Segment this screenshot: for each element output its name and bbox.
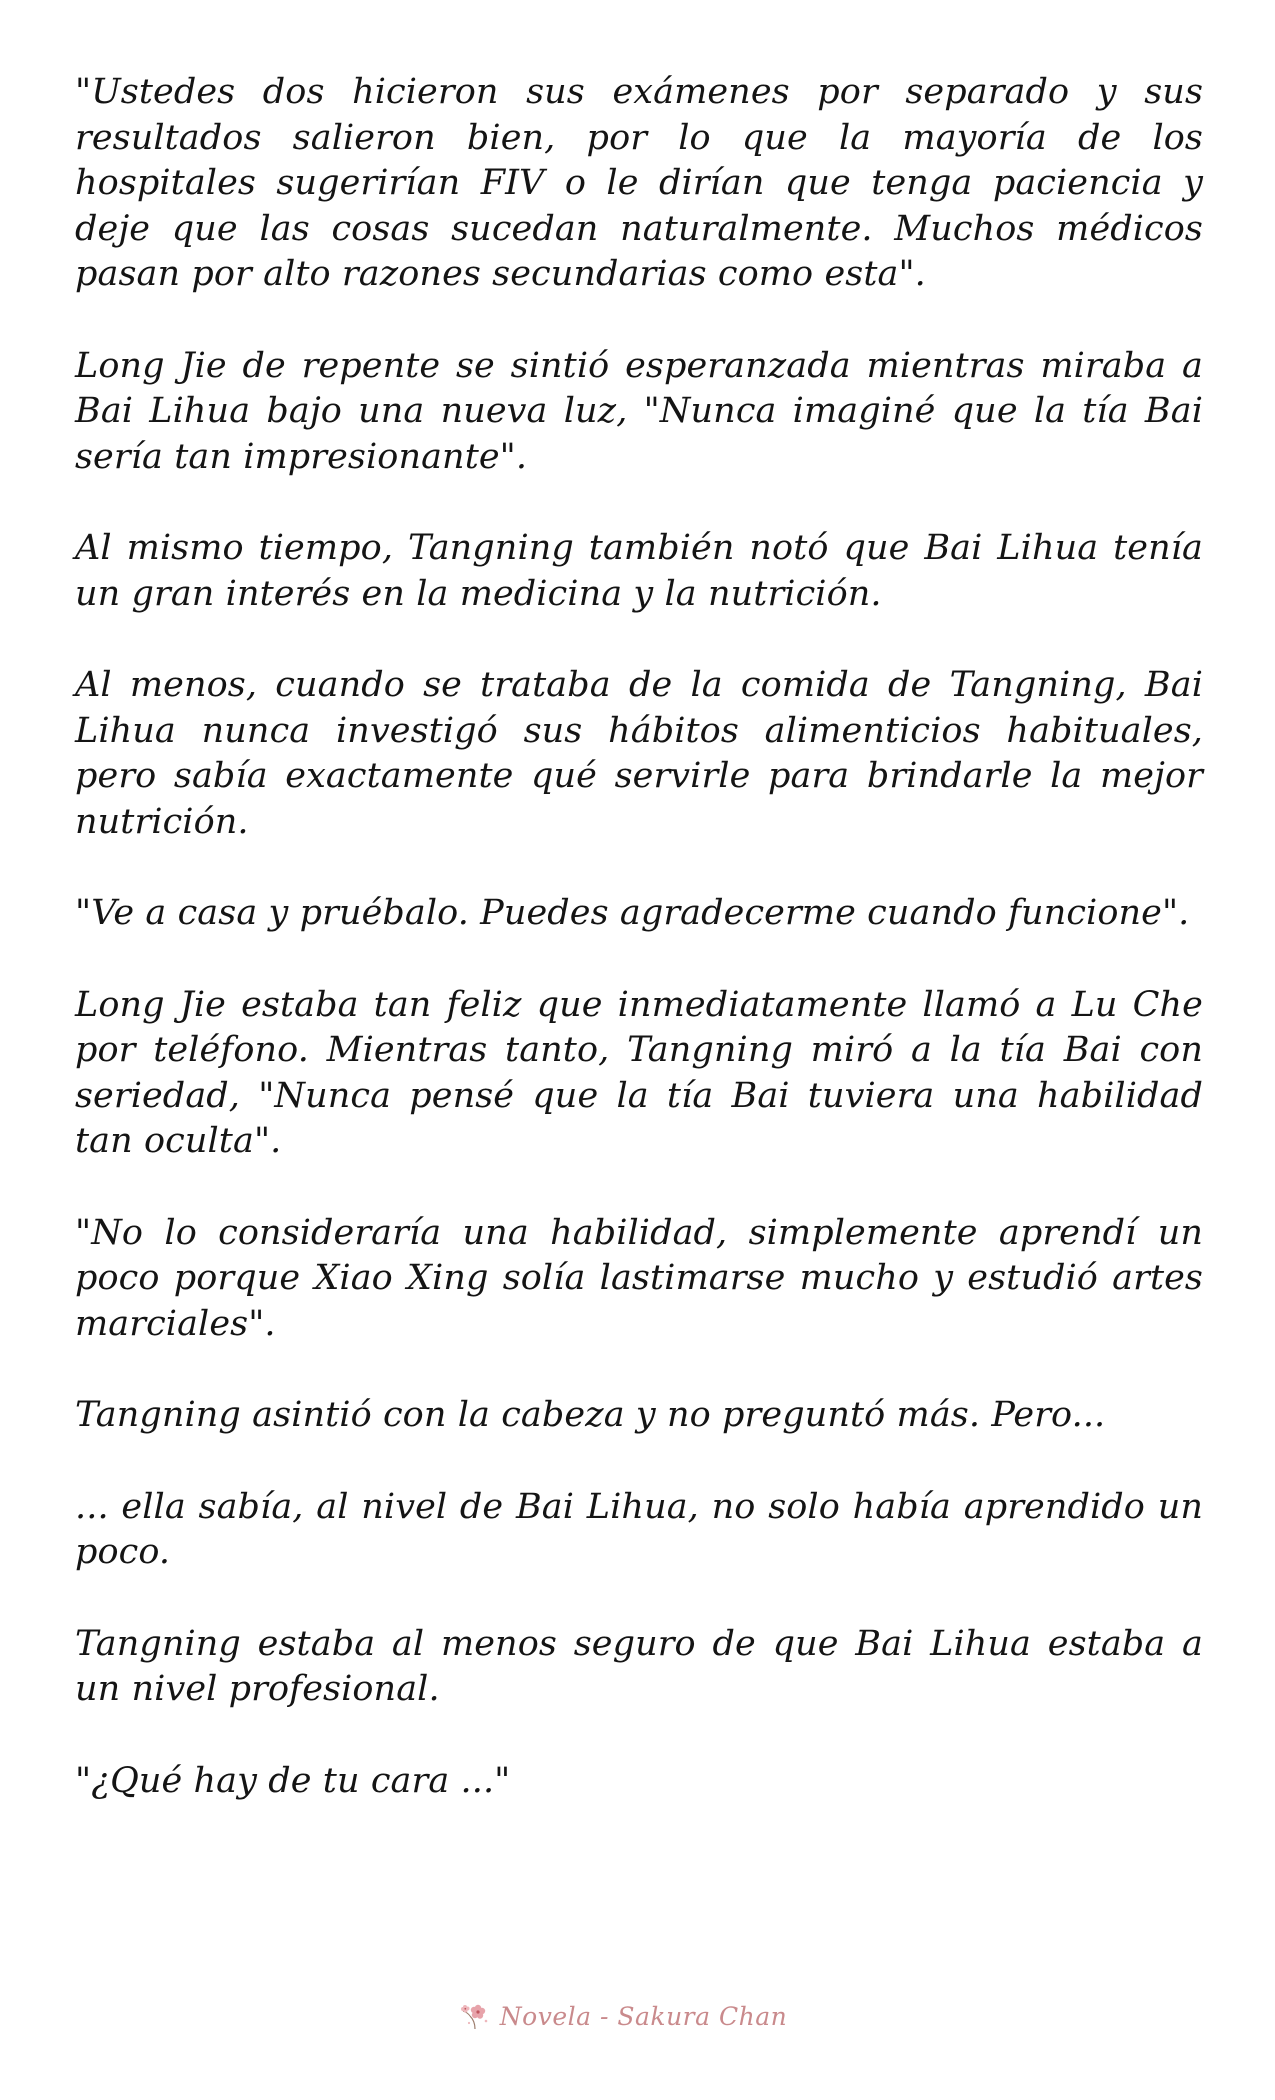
footer-text: Novela - Sakura Chan	[499, 2001, 788, 2031]
paragraph: ... ella sabía, al nivel de Bai Lihua, no solo había aprendido un poco.	[75, 1486, 1203, 1572]
paragraph: Al mismo tiempo, Tangning también notó que Bai Lihua tenía un gran interés en la medicina y la nutrición.	[75, 528, 1203, 614]
footer-watermark	[0, 1992, 1275, 2040]
sakura-flower-icon	[458, 1999, 492, 2033]
paragraph: Al menos, cuando se trataba de la comida de Tangning, Bai Lihua nunca investigó sus hábitos alimenticios habituales, pero sabía exactamente qué servirle para brindarle la mejor nutrición.	[75, 665, 1203, 842]
paragraph: "No lo consideraría una habilidad, simplemente aprendí un poco porque Xiao Xing solía lastimarse mucho y estudió artes marciales".	[75, 1212, 1203, 1344]
paragraph: "¿Qué hay de tu cara ..."	[75, 1760, 511, 1801]
paragraph: Tangning estaba al menos seguro de que Bai Lihua estaba a un nivel profesional.	[75, 1623, 1203, 1709]
paragraph: "Ve a casa y pruébalo. Puedes agradecerme cuando funcione".	[75, 893, 1190, 933]
footer-inner	[458, 1999, 787, 2033]
paragraph: "Ustedes dos hicieron sus exámenes por separado y sus resultados salieron bien, por lo que la mayoría de los hospitales sugerirían FIV o le dirían que tenga paciencia y deje que las cosas sucedan naturalmente. Muchos médicos pasan por alto razones secundarias como esta".	[75, 72, 1203, 294]
paragraph: Long Jie estaba tan feliz que inmediatamente llamó a Lu Che por teléfono. Mientras tanto, Tangning miró a la tía Bai con seriedad, "Nunca pensé que la tía Bai tuviera una habilidad tan oculta".	[75, 984, 1203, 1161]
paragraph: Long Jie de repente se sintió esperanzada mientras miraba a Bai Lihua bajo una nueva luz, "Nunca imaginé que la tía Bai sería tan impresionante".	[75, 345, 1203, 477]
paragraph: Tangning asintió con la cabeza y no preguntó más. Pero...	[75, 1395, 1106, 1435]
text-column	[75, 70, 1203, 1850]
